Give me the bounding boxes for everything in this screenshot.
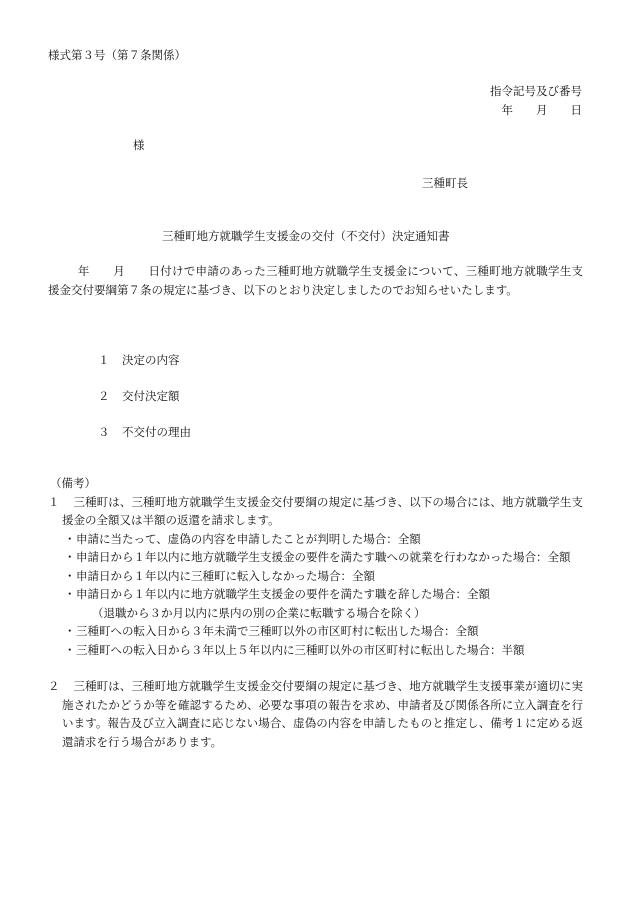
item-label: 不交付の理由 — [122, 425, 191, 439]
item-number: ２ — [98, 389, 110, 403]
list-item-text: 申請日から１年以内に三種町に転入しなかった場合：全額 — [76, 568, 375, 583]
list-item-text: 三種町への転入日から３年以上５年以内に三種町以外の市区町村に転出した場合：半額 — [76, 642, 525, 657]
note-number: １ — [48, 494, 60, 509]
note-1 — [48, 493, 583, 530]
bullet-mark: ・ — [64, 624, 76, 638]
form-number: 様式第３号（第７条関係） — [48, 48, 186, 62]
list-item — [62, 548, 583, 567]
bullet-mark: ・ — [64, 568, 76, 583]
list-item — [62, 622, 583, 641]
item-decision-content — [98, 352, 180, 368]
note-2 — [48, 677, 583, 751]
intro-paragraph: 年 月 日付けで申請のあった三種町地方就職学生支援金について、三種町地方就職学生支援金交付要綱第７条の規定に基づき、以下のとおり決定しましたのでお知らせいたします。 — [48, 264, 583, 297]
list-item-text: 申請日から１年以内に地方就職学生支援金の要件を満たす職への就業を行わなかった場合：全額 — [76, 550, 571, 564]
list-item-text: 申請に当たって、虚偽の内容を申請したことが判明した場合：全額 — [76, 531, 421, 546]
date-line: 年 月 日 — [501, 103, 582, 117]
bullet-mark: ・ — [64, 531, 76, 546]
document-title: 三種町地方就職学生支援金の交付（不交付）決定通知書 — [162, 229, 450, 243]
list-item — [62, 585, 583, 622]
item-number: １ — [98, 353, 110, 367]
item-label: 交付決定額 — [122, 389, 180, 403]
issuer: 三種町長 — [422, 176, 468, 190]
bullet-mark: ・ — [64, 587, 76, 601]
list-item — [62, 530, 583, 549]
note-text: 三種町は、三種町地方就職学生支援金交付要綱の規定に基づき、地方就職学生支援事業が適切に実施されたかどうか等を確認するため、必要な事項の報告を求め、申請者及び関係各所に立入調査を行います。報告及び立入調査に応じない場合、虚偽の内容を申請したものと推定し、備考１に定める返還請求を行う場合があります。 — [62, 679, 583, 749]
item-non-grant-reason — [98, 424, 191, 440]
list-item — [62, 567, 583, 586]
notes-heading: （備考） — [50, 476, 96, 490]
list-item-text: 申請日から１年以内に地方就職学生支援金の要件を満たす職を辞した場合：全額 — [76, 587, 490, 601]
note-number: ２ — [48, 679, 60, 693]
notes-section — [48, 474, 583, 751]
note-text: 三種町は、三種町地方就職学生支援金交付要綱の規定に基づき、以下の場合には、地方就職学生支援金の全額又は半額の返還を請求します。 — [62, 494, 583, 527]
list-item — [62, 641, 583, 660]
bullet-mark: ・ — [64, 642, 76, 657]
repayment-conditions-list — [48, 530, 583, 660]
addressee-suffix: 様 — [133, 138, 145, 152]
sub-note: （退職から３か月以内に県内の別の企業に転職する場合を除く） — [92, 605, 426, 620]
item-label: 決定の内容 — [122, 353, 180, 367]
list-item-text: 三種町への転入日から３年未満で三種町以外の市区町村に転出した場合：全額 — [76, 624, 479, 638]
reference-label: 指令記号及び番号 — [490, 84, 582, 98]
bullet-mark: ・ — [64, 550, 76, 564]
item-number: ３ — [98, 425, 110, 439]
item-grant-amount — [98, 388, 180, 404]
